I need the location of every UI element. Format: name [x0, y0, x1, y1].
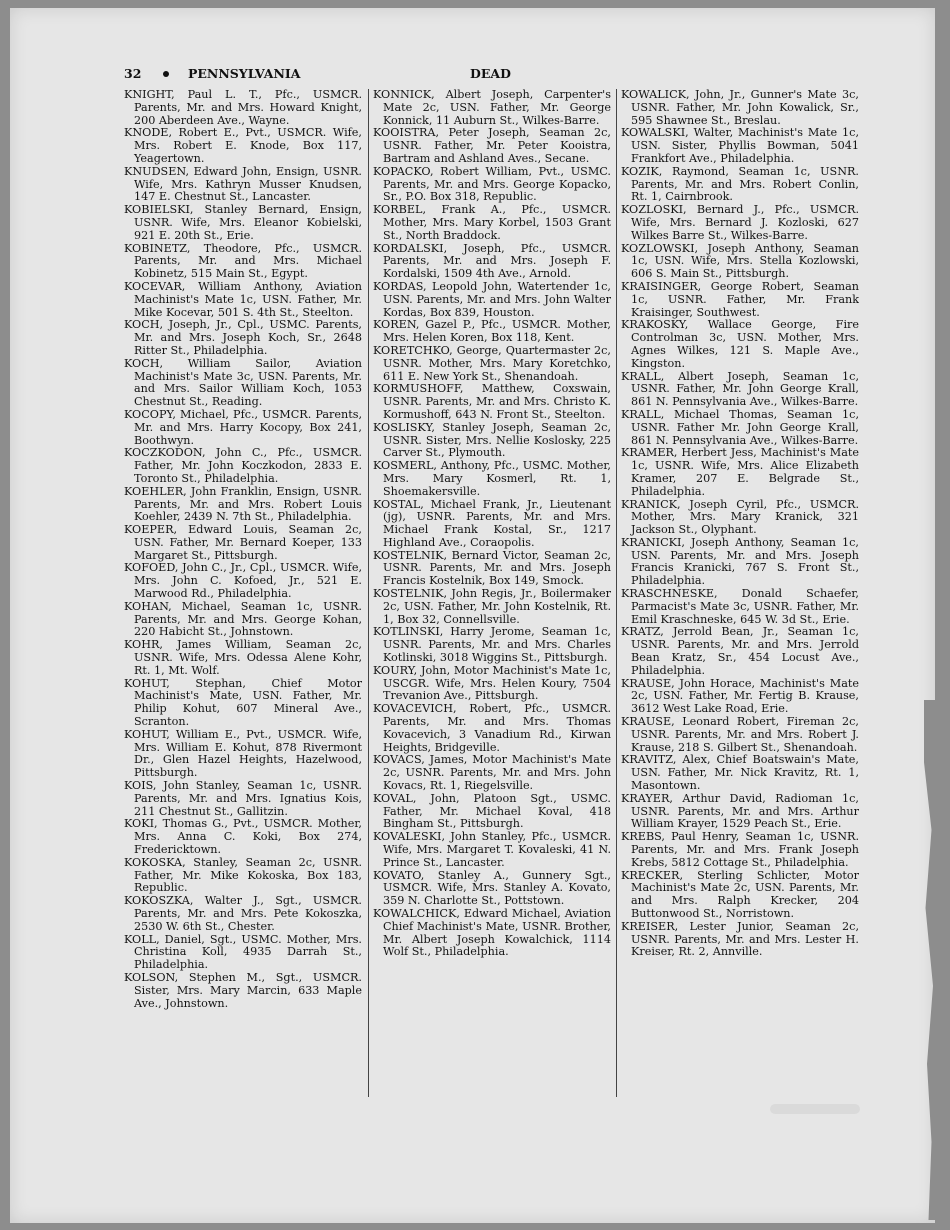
casualty-entry: KOOISTRA, Peter Joseph, Seaman 2c, USNR. Father, Mr. Peter Kooistra, Bartram and Ashland Aves., Secane.: [373, 126, 611, 165]
casualty-entry: KOSLISKY, Stanley Joseph, Seaman 2c, USNR. Sister, Mrs. Nellie Koslosky, 225 Carver St., Plymouth.: [373, 420, 611, 460]
casualty-entry: KREBS, Paul Henry, Seaman 1c, USNR. Parents, Mr. and Mrs. Frank Joseph Krebs, 5812 Cottage St., Philadelphia.: [621, 830, 859, 869]
column-2: [373, 89, 611, 1109]
casualty-entry: KOVACEVICH, Robert, Pfc., USMCR. Parents, Mr. and Mrs. Thomas Kovacevich, 3 Vanadium Rd., Kirwan Heights, Bridgeville.: [373, 702, 611, 754]
casualty-entry: KOLSON, Stephen M., Sgt., USMCR. Sister, Mrs. Mary Marcin, 633 Maple Ave., Johnstown.: [124, 970, 362, 1010]
casualty-entry: KNODE, Robert E., Pvt., USMCR. Wife, Mrs. Robert E. Knode, Box 117, Yeagertown.: [124, 126, 362, 165]
casualty-entry: KRAISINGER, George Robert, Seaman 1c, USNR. Father, Mr. Frank Kraisinger, Southwest.: [621, 279, 859, 319]
casualty-entry: KOHAN, Michael, Seaman 1c, USNR. Parents, Mr. and Mrs. George Kohan, 220 Habicht St., Johnstown.: [124, 599, 362, 639]
casualty-entry: KRAUSE, John Horace, Machinist's Mate 2c, USN. Father, Mr. Fertig B. Krause, 3612 West Lake Road, Erie.: [621, 676, 859, 716]
casualty-entry: KOBIELSKI, Stanley Bernard, Ensign, USNR. Wife, Mrs. Eleanor Kobielski, 921 E. 20th St., Erie.: [124, 203, 362, 242]
casualty-entry: KRANICK, Joseph Cyril, Pfc., USMCR. Mother, Mrs. Mary Kranick, 321 Jackson St., Olyphant.: [621, 497, 859, 537]
column-divider: [616, 89, 617, 1097]
column-divider: [368, 89, 369, 1097]
header-bullet: [163, 71, 169, 77]
casualty-entry: KOFOED, John C., Jr., Cpl., USMCR. Wife, Mrs. John C. Kofoed, Jr., 521 E. Marwood Rd., Philadelphia.: [124, 561, 362, 601]
casualty-entry: KRAUSE, Leonard Robert, Fireman 2c, USNR. Parents, Mr. and Mrs. Robert J. Krause, 218 S. Gilbert St., Shenandoah.: [621, 715, 859, 754]
casualty-entry: KOTLINSKI, Harry Jerome, Seaman 1c, USNR. Parents, Mr. and Mrs. Charles Kotlinski, 3018 Wiggins St., Pittsburgh.: [373, 625, 611, 665]
page-number: 32: [124, 66, 142, 81]
casualty-entry: KOCH, William Sailor, Aviation Machinist's Mate 3c, USN. Parents, Mr. and Mrs. Sailor William Koch, 1053 Chestnut St., Reading.: [124, 356, 362, 409]
casualty-entry: KOZIK, Raymond, Seaman 1c, USNR. Parents, Mr. and Mrs. Robert Conlin, Rt. 1, Cairnbrook.: [621, 164, 859, 204]
casualty-entry: KOWALICK, John, Jr., Gunner's Mate 3c, USNR. Father, Mr. John Kowalick, Sr., 595 Shawnee St., Breslau.: [621, 89, 859, 127]
casualty-entry: KOKI, Thomas G., Pvt., USMCR. Mother, Mrs. Anna C. Koki, Box 274, Fredericktown.: [124, 817, 362, 857]
casualty-entry: KOEHLER, John Franklin, Ensign, USNR. Parents, Mr. and Mrs. Robert Louis Koehler, 2439 N. 7th St., Philadelphia.: [124, 484, 362, 524]
casualty-entry: KOCOPY, Michael, Pfc., USMCR. Parents, Mr. and Mrs. Harry Kocopy, Box 241, Boothwyn.: [124, 407, 362, 447]
casualty-entry: KOSTAL, Michael Frank, Jr., Lieutenant (jg), USNR. Parents, Mr. and Mrs. Michael Frank Kostal, Sr., 1217 Highland Ave., Coraopolis.: [373, 497, 611, 549]
casualty-entry: KRECKER, Sterling Schlicter, Motor Machinist's Mate 2c, USN. Parents, Mr. and Mrs. Ralph Krecker, 204 Buttonwood St., Norristown.: [621, 868, 859, 920]
casualty-entry: KRAYER, Arthur David, Radioman 1c, USNR. Parents, Mr. and Mrs. Arthur William Krayer, 1529 Peach St., Erie.: [621, 791, 859, 831]
casualty-entry: KRALL, Michael Thomas, Seaman 1c, USNR. Father Mr. John George Krall, 861 N. Pennsylvania Ave., Wilkes-Barre.: [621, 407, 859, 447]
casualty-entry: KORDALSKI, Joseph, Pfc., USMCR. Parents, Mr. and Mrs. Joseph F. Kordalski, 1509 4th Ave., Arnold.: [373, 241, 611, 281]
casualty-entry: KOURY, John, Motor Machinist's Mate 1c, USCGR. Wife, Mrs. Helen Koury, 7504 Trevanion Ave., Pittsburgh.: [373, 663, 611, 703]
casualty-entry: KOVAL, John, Platoon Sgt., USMC. Father, Mr. Michael Koval, 418 Bingham St., Pittsburgh.: [373, 791, 611, 831]
casualty-entry: KOHR, James William, Seaman 2c, USNR. Wife, Mrs. Odessa Alene Kohr, Rt. 1, Mt. Wolf.: [124, 638, 362, 677]
casualty-entry: KORBEL, Frank A., Pfc., USMCR. Mother, Mrs. Mary Korbel, 1503 Grant St., North Braddock.: [373, 203, 611, 242]
state-heading: PENNSYLVANIA: [188, 66, 301, 81]
casualty-entry: KRAVITZ, Alex, Chief Boatswain's Mate, USN. Father, Mr. Nick Kravitz, Rt. 1, Masontown.: [621, 753, 859, 793]
casualty-entry: KORDAS, Leopold John, Watertender 1c, USN. Parents, Mr. and Mrs. John Walter Kordas, Box 839, Houston.: [373, 279, 611, 319]
casualty-entry: KORMUSHOFF, Matthew, Coxswain, USNR. Parents, Mr. and Mrs. Christo K. Kormushoff, 643 N. Front St., Steelton.: [373, 382, 611, 421]
casualty-entry: KOBINETZ, Theodore, Pfc., USMCR. Parents, Mr. and Mrs. Michael Kobinetz, 515 Main St., Egypt.: [124, 241, 362, 281]
casualty-entry: KOHUT, William E., Pvt., USMCR. Wife, Mrs. William E. Kohut, 878 Rivermont Dr., Glen Hazel Heights, Hazelwood, Pittsburgh.: [124, 727, 362, 780]
casualty-entry: KOKOSZKA, Walter J., Sgt., USMCR. Parents, Mr. and Mrs. Pete Kokoszka, 2530 W. 6th St., Chester.: [124, 894, 362, 933]
casualty-entry: KOVALESKI, John Stanley, Pfc., USMCR. Wife, Mrs. Margaret T. Kovaleski, 41 N. Prince St., Lancaster.: [373, 830, 611, 869]
casualty-entry: KOCEVAR, William Anthony, Aviation Machinist's Mate 1c, USN. Father, Mr. Mike Kocevar, 501 S. 4th St., Steelton.: [124, 279, 362, 319]
casualty-entry: KREISER, Lester Junior, Seaman 2c, USNR. Parents, Mr. and Mrs. Lester H. Kreiser, Rt. 2, Annville.: [621, 919, 859, 959]
casualty-entry: KOSMERL, Anthony, Pfc., USMC. Mother, Mrs. Mary Kosmerl, Rt. 1, Shoemakersville.: [373, 459, 611, 498]
casualty-entry: KRALL, Albert Joseph, Seaman 1c, USNR. Father, Mr. John George Krall, 861 N. Pennsylvania Ave., Wilkes-Barre.: [621, 369, 859, 409]
casualty-entry: KOSTELNIK, Bernard Victor, Seaman 2c, USNR. Parents, Mr. and Mrs. Joseph Francis Kostelnik, Box 149, Smock.: [373, 548, 611, 588]
column-3: [621, 89, 859, 1109]
casualty-entry: KOLL, Daniel, Sgt., USMC. Mother, Mrs. Christina Koll, 4935 Darrah St., Philadelphia.: [124, 932, 362, 972]
casualty-entry: KORETCHKO, George, Quartermaster 2c, USNR. Mother, Mrs. Mary Koretchko, 611 E. New York St., Shenandoah.: [373, 343, 611, 383]
casualty-entry: KRASCHNESKE, Donald Schaefer, Parmacist's Mate 3c, USNR. Father, Mr. Emil Kraschneske, 645 W. 3d St., Erie.: [621, 587, 859, 626]
casualty-entry: KOCH, Joseph, Jr., Cpl., USMC. Parents, Mr. and Mrs. Joseph Koch, Sr., 2648 Ritter St., Philadelphia.: [124, 318, 362, 357]
casualty-entry: KOZLOSKI, Bernard J., Pfc., USMCR. Wife, Mrs. Bernard J. Kozloski, 627 Wilkes Barre St., Wilkes-Barre.: [621, 203, 859, 242]
casualty-entry: KOKOSKA, Stanley, Seaman 2c, USNR. Father, Mr. Mike Kokoska, Box 183, Republic.: [124, 855, 362, 895]
casualty-entry: KOSTELNIK, John Regis, Jr., Boilermaker 2c, USN. Father, Mr. John Kostelnik, Rt. 1, Box 32, Connellsville.: [373, 587, 611, 626]
casualty-entry: KRAMER, Herbert Jess, Machinist's Mate 1c, USNR. Wife, Mrs. Alice Elizabeth Kramer, 207 E. Belgrade St., Philadelphia.: [621, 446, 859, 498]
casualty-entry: KRATZ, Jerrold Bean, Jr., Seaman 1c, USNR. Parents, Mr. and Mrs. Jerrold Bean Kratz, Sr., 454 Locust Ave., Philadelphia.: [621, 625, 859, 677]
casualty-entry: KRANICKI, Joseph Anthony, Seaman 1c, USN. Parents, Mr. and Mrs. Joseph Francis Kranicki, 767 S. Front St., Philadelphia.: [621, 535, 859, 588]
casualty-entry: KOZLOWSKI, Joseph Anthony, Seaman 1c, USN. Wife, Mrs. Stella Kozlowski, 606 S. Main St., Pittsburgh.: [621, 241, 859, 281]
casualty-entry: KOCZKODON, John C., Pfc., USMCR. Father, Mr. John Koczkodon, 2833 E. Toronto St., Philadelphia.: [124, 446, 362, 485]
casualty-entry: KOEPER, Edward Louis, Seaman 2c, USN. Father, Mr. Bernard Koeper, 133 Margaret St., Pittsburgh.: [124, 523, 362, 562]
section-heading: DEAD: [470, 66, 511, 81]
column-1: [124, 89, 362, 1109]
casualty-entry: KRAKOSKY, Wallace George, Fire Controlman 3c, USN. Mother, Mrs. Agnes Wilkes, 121 S. Maple Ave., Kingston.: [621, 318, 859, 370]
casualty-entry: KOHUT, Stephan, Chief Motor Machinist's Mate, USN. Father, Mr. Philip Kohut, 607 Mineral Ave., Scranton.: [124, 676, 362, 729]
casualty-entry: KOIS, John Stanley, Seaman 1c, USNR. Parents, Mr. and Mrs. Ignatius Kois, 211 Chestnut St., Gallitzin.: [124, 779, 362, 818]
casualty-entry: KOWALCHICK, Edward Michael, Aviation Chief Machinist's Mate, USNR. Brother, Mr. Albert Joseph Kowalchick, 1114 Wolf St., Philadelphia.: [373, 907, 611, 959]
casualty-entry: KOPACKO, Robert William, Pvt., USMC. Parents, Mr. and Mrs. George Kopacko, Sr., P.O. Box 318, Republic.: [373, 164, 611, 204]
casualty-entry: KOVACS, James, Motor Machinist's Mate 2c, USNR. Parents, Mr. and Mrs. John Kovacs, Rt. 1, Riegelsville.: [373, 753, 611, 793]
casualty-entry: KNIGHT, Paul L. T., Pfc., USMCR. Parents, Mr. and Mrs. Howard Knight, 200 Aberdeen Ave., Wayne.: [124, 89, 362, 127]
casualty-entry: KOWALSKI, Walter, Machinist's Mate 1c, USN. Sister, Phyllis Bowman, 5041 Frankfort Ave., Philadelphia.: [621, 126, 859, 165]
casualty-entry: KOREN, Gazel P., Pfc., USMCR. Mother, Mrs. Helen Koren, Box 118, Kent.: [373, 318, 611, 345]
casualty-entry: KONNICK, Albert Joseph, Carpenter's Mate 2c, USN. Father, Mr. George Konnick, 11 Auburn St., Wilkes-Barre.: [373, 89, 611, 127]
casualty-entry: KOVATO, Stanley A., Gunnery Sgt., USMCR. Wife, Mrs. Stanley A. Kovato, 359 N. Charlotte St., Pottstown.: [373, 868, 611, 908]
casualty-entry: KNUDSEN, Edward John, Ensign, USNR. Wife, Mrs. Kathryn Musser Knudsen, 147 E. Chestnut St., Lancaster.: [124, 164, 362, 204]
